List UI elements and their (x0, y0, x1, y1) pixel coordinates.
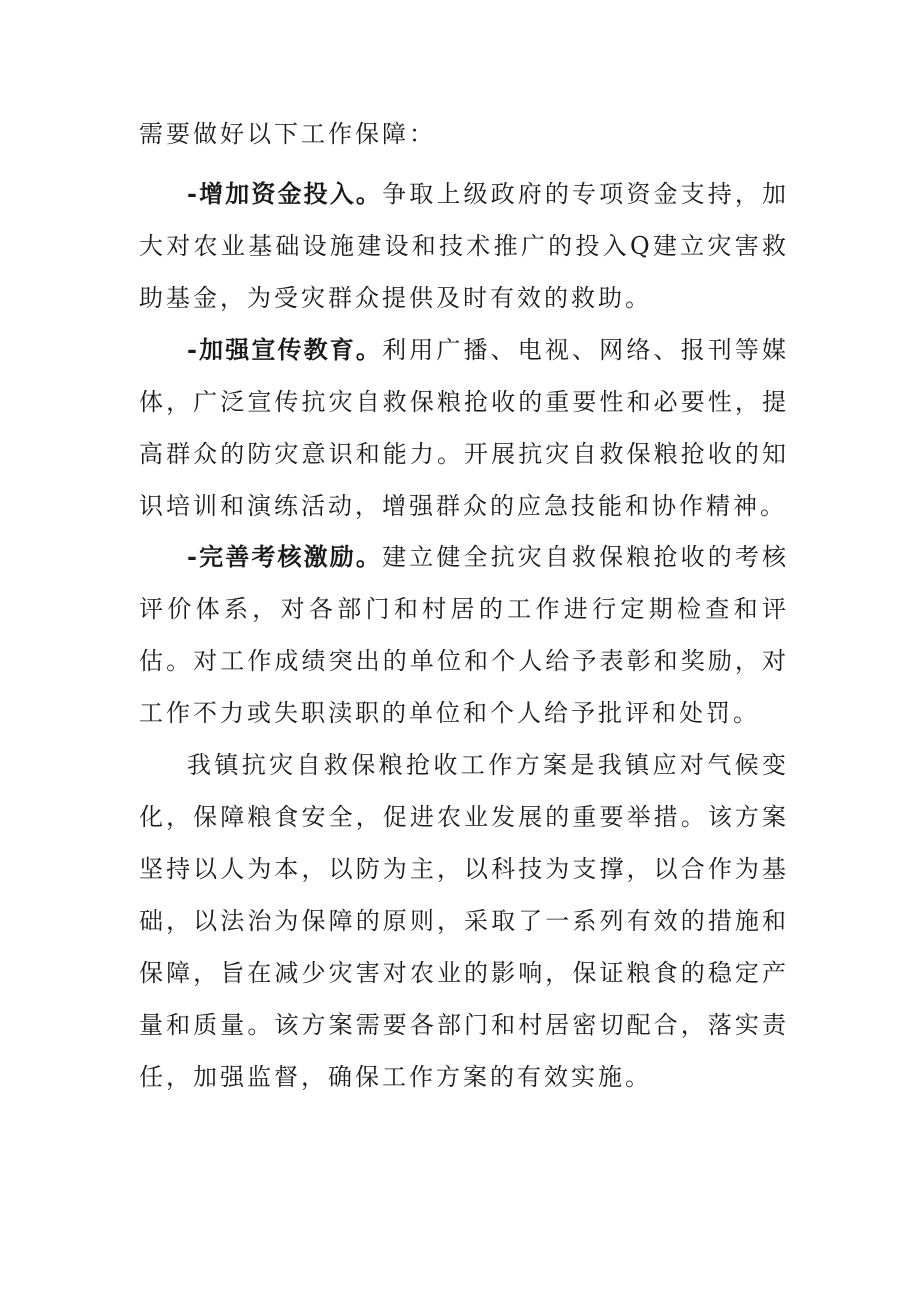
assessment-heading: -完善考核激励。 (187, 542, 383, 571)
conclusion-text: 我镇抗灾自救保粮抢收工作方案是我镇应对气候变化，保障粮食安全，促进农业发展的重要举措。该方案坚持以人为本，以防为主，以科技为支撑，以合作为基础，以法治为保障的原则，采取了一系列有效的措施和保障，旨在减少灾害对农业的影响，保证粮食的稳定产量和质量。该方案需要各部门和村居密切配合，落实责任，加强监督，确保工作方案的有效实施。 (139, 751, 789, 1091)
intro-paragraph (139, 108, 789, 160)
publicity-text: 利用广播、电视、网络、报刊等媒体，广泛宣传抗灾自救保粮抢收的重要性和必要性，提高群众的防灾意识和能力。开展抗灾自救保粮抢收的知识培训和演练活动，增强群众的应急技能和协作精神。 (139, 336, 790, 520)
conclusion-paragraph (139, 739, 789, 1103)
publicity-paragraph (139, 324, 789, 532)
funding-paragraph (139, 168, 789, 324)
funding-heading: -增加资金投入。 (187, 179, 383, 208)
funding-text: 争取上级政府的专项资金支持，加大对农业基础设施建设和技术推广的投入Q建立灾害救助基金，为受灾群众提供及时有效的救助。 (139, 180, 790, 312)
intro-text: 需要做好以下工作保障： (139, 120, 436, 148)
publicity-heading: -加强宣传教育。 (187, 335, 383, 364)
assessment-text: 建立健全抗灾自救保粮抢收的考核评价体系，对各部门和村居的工作进行定期检查和评估。对工作成绩突出的单位和个人给予表彰和奖励，对工作不力或失职渎职的单位和个人给予批评和处罚。 (139, 543, 790, 727)
assessment-paragraph (139, 531, 789, 739)
